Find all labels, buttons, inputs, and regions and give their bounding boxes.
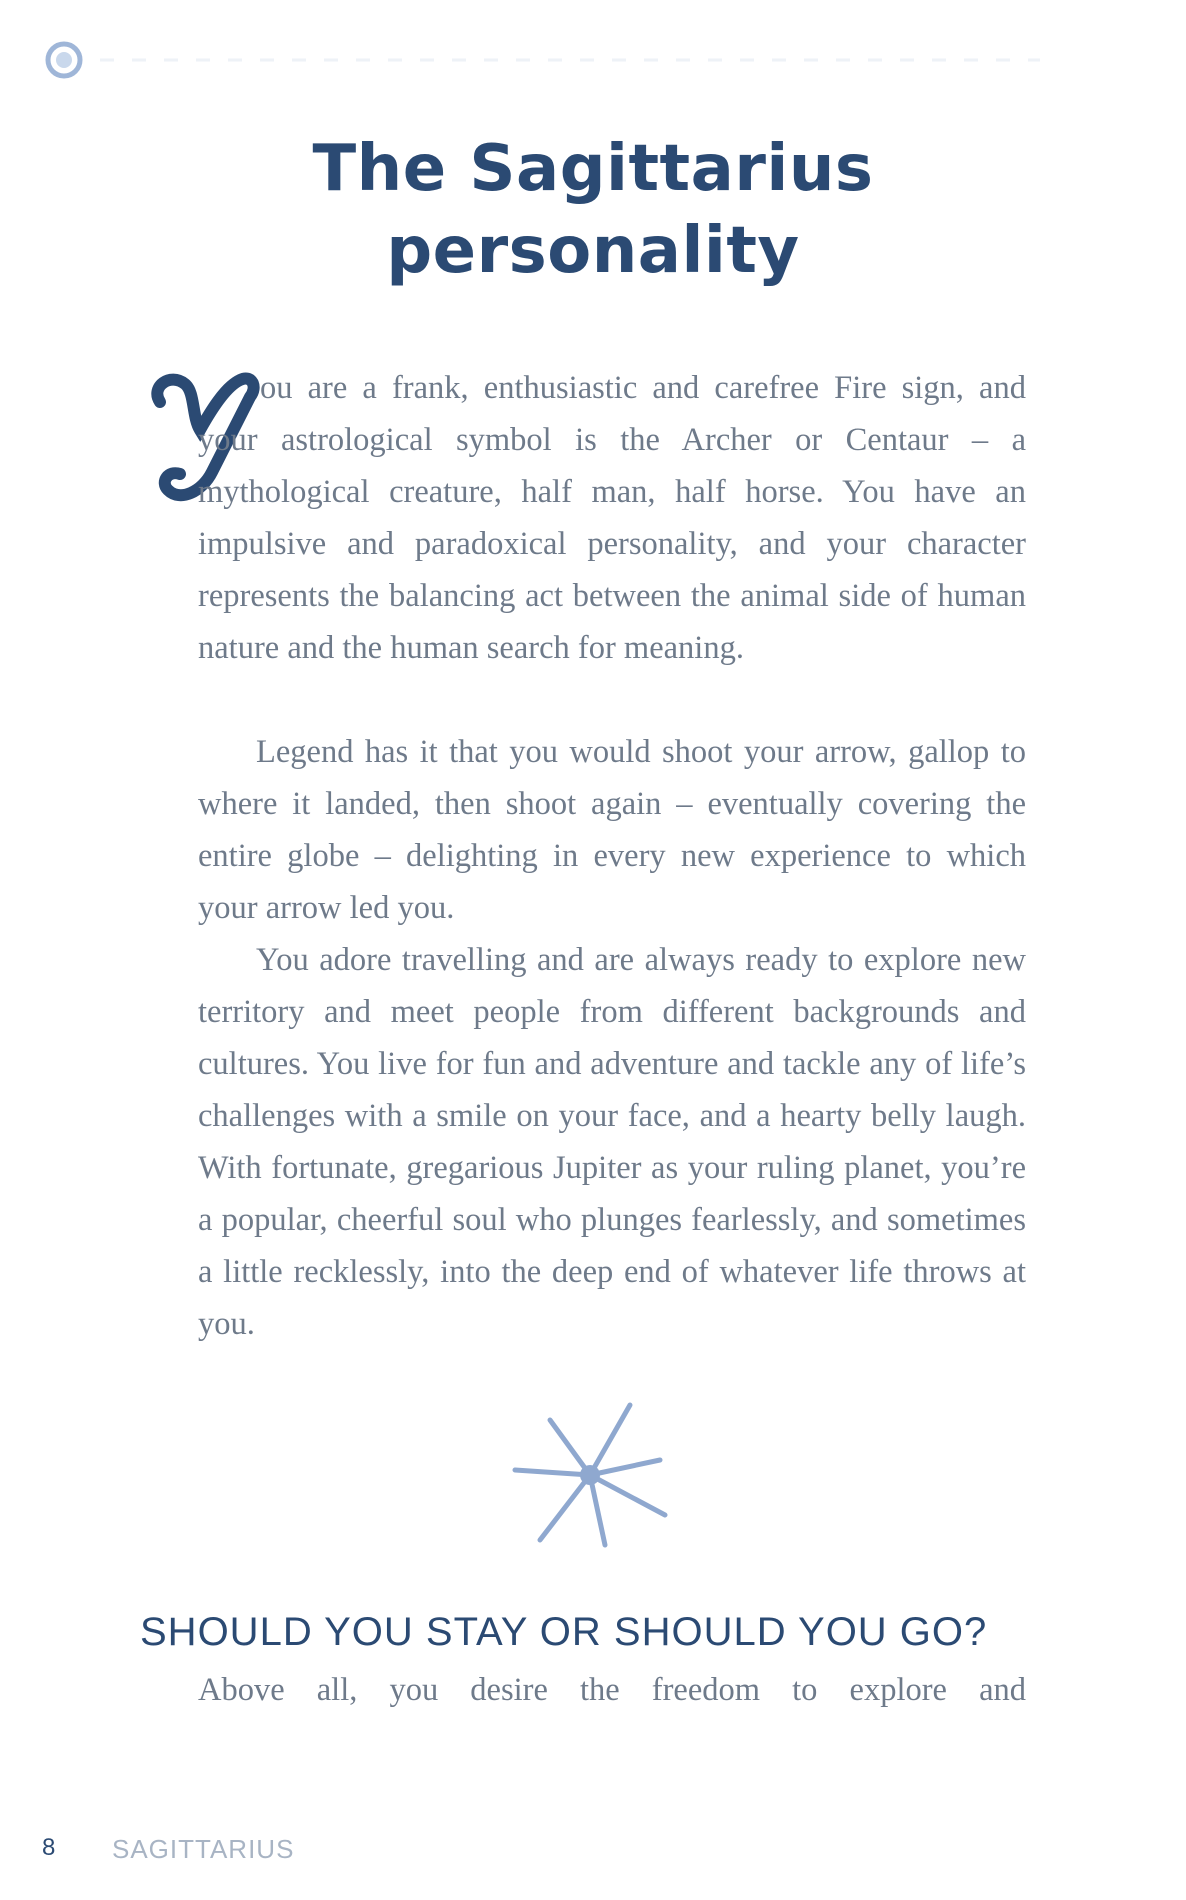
paragraph-2-text: Legend has it that you would shoot your arrow, gallop to where it landed, then shoot again – eventually covering the entire globe – delighting in every new experience to which your arrow led you. (198, 734, 1026, 926)
page-title (0, 128, 1186, 292)
section-paragraph-text: Above all, you desire the freedom to explore and (198, 1672, 1026, 1708)
section-heading: SHOULD YOU STAY OR SHOULD YOU GO? (140, 1610, 988, 1654)
intro-paragraph (198, 362, 1026, 674)
circle-ornament-icon (48, 44, 80, 76)
paragraph-3-text: You adore travelling and are always ready to explore new territory and meet people from different backgrounds and cultures. You live for fun and adventure and tackle any of life’s challenges with a smile on your face, and a hearty belly laugh. With fortunate, gregarious Jupiter as your ruling planet, you’re a popular, cheerful soul who plunges fearlessly, and sometimes a little recklessly, into the deep end of whatever life throws at you. (198, 942, 1026, 1342)
title-line-1: The Sagittarius (312, 132, 874, 206)
footer-running-head: SAGITTARIUS (112, 1834, 295, 1864)
title-line-2: personality (386, 214, 800, 288)
footer-page-number: 8 (42, 1834, 56, 1861)
top-decorative-border (0, 0, 1186, 120)
legend-paragraph (198, 726, 1026, 934)
travel-paragraph (198, 934, 1026, 1350)
dropcap-letter: Y (140, 362, 141, 363)
paragraph-1-text: ou are a frank, enthusiastic and carefree Fire sign, and your astrological symbol is the Archer or Centaur – a mythological creature, half man, half horse. You have an impulsive and paradoxical personality, and your character represents the balancing act between the animal side of human nature and the human search for meaning. (198, 370, 1026, 666)
starburst-icon (510, 1400, 670, 1550)
section-paragraph (198, 1664, 1026, 1716)
